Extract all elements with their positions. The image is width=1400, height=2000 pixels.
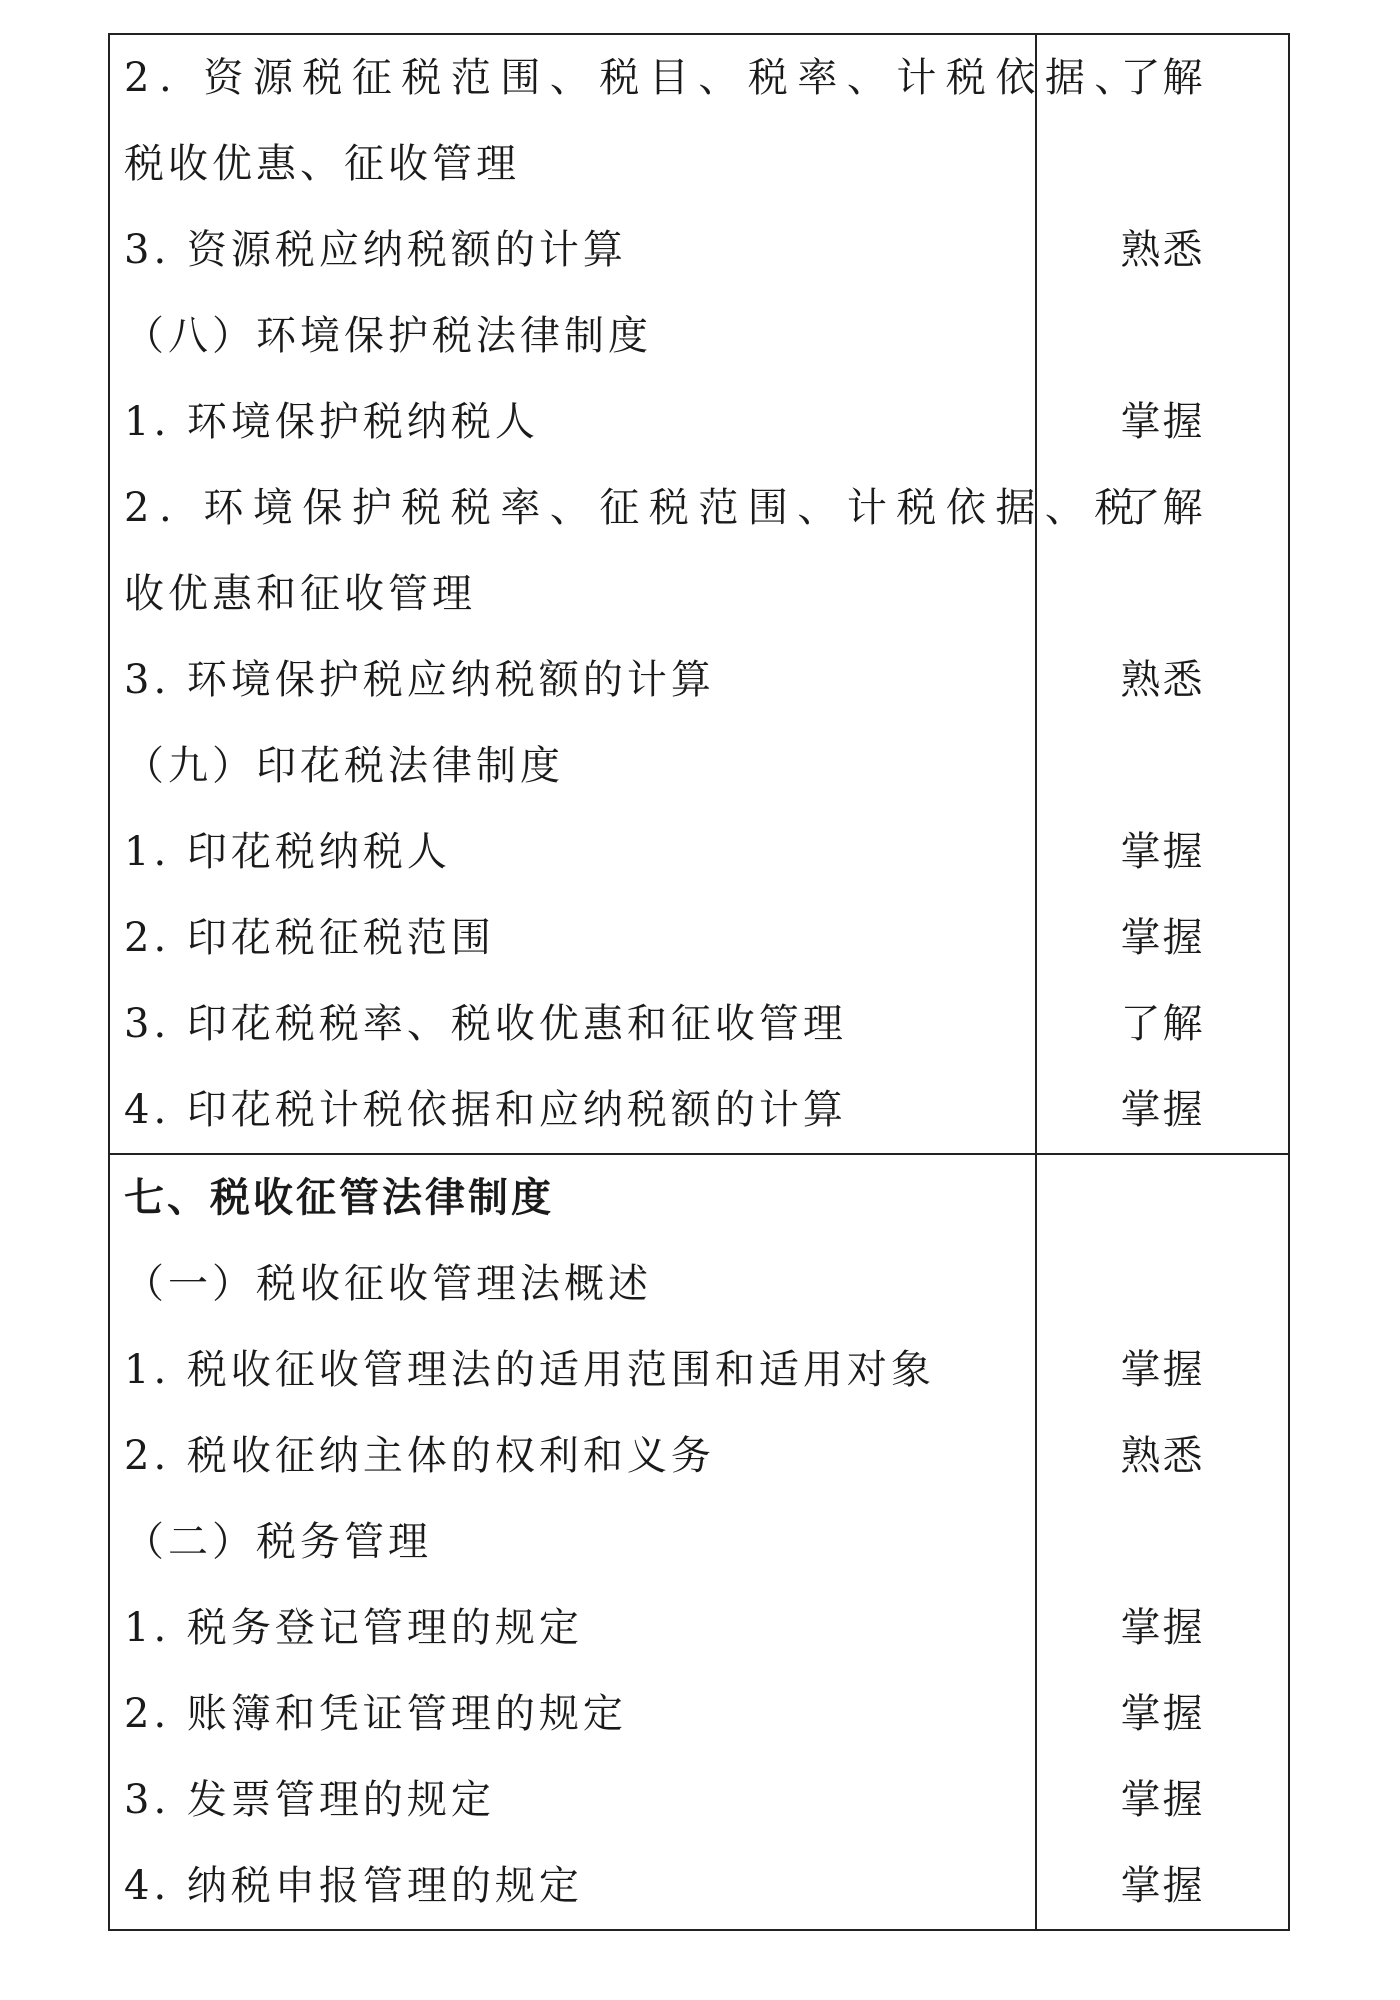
- requirement-level: [1037, 293, 1288, 379]
- section-heading: 七、税收征管法律制度: [124, 1175, 554, 1221]
- requirement-level-cell: [1036, 34, 1289, 1154]
- content-cell: [109, 34, 1144, 1154]
- requirement-level: 了解: [1120, 485, 1205, 531]
- outline-item-text: 收优惠和征收管理: [124, 571, 476, 617]
- outline-item-text: 4. 印花税计税依据和应纳税额的计算: [124, 1087, 847, 1133]
- outline-item-text: 1. 税务登记管理的规定: [124, 1605, 583, 1651]
- outline-item-text: 1. 印花税纳税人: [124, 829, 451, 875]
- requirement-level: 掌握: [1120, 1777, 1205, 1823]
- requirement-level-cell: [1036, 1154, 1289, 1930]
- requirement-level: 了解: [1120, 55, 1205, 101]
- requirement-level: 掌握: [1120, 915, 1205, 961]
- outline-table: [108, 33, 1290, 1931]
- outline-item-text: 1. 环境保护税纳税人: [124, 399, 539, 445]
- outline-item-text: 3. 资源税应纳税额的计算: [124, 227, 627, 273]
- outline-item-text: 2. 税收征纳主体的权利和义务: [124, 1433, 715, 1479]
- outline-item-text: （二）税务管理: [124, 1519, 432, 1565]
- requirement-level: [1037, 551, 1288, 637]
- requirement-level: 掌握: [1120, 1691, 1205, 1737]
- requirement-level: 熟悉: [1120, 657, 1205, 703]
- requirement-level: [1037, 723, 1288, 809]
- requirement-level: 熟悉: [1120, 1433, 1205, 1479]
- outline-item-text: （八）环境保护税法律制度: [124, 313, 652, 359]
- requirement-level: [1037, 1499, 1288, 1585]
- outline-item-text: 1. 税收征收管理法的适用范围和适用对象: [124, 1347, 935, 1393]
- requirement-level: 掌握: [1120, 1087, 1205, 1133]
- requirement-level: [1037, 1155, 1288, 1241]
- requirement-level: 掌握: [1120, 829, 1205, 875]
- section-block: [109, 1154, 1289, 1930]
- content-cell: [109, 1154, 1036, 1930]
- outline-item-text: 3. 印花税税率、税收优惠和征收管理: [124, 1001, 847, 1047]
- outline-item-text: （一）税收征收管理法概述: [124, 1261, 652, 1307]
- outline-item-text: 4. 纳税申报管理的规定: [124, 1863, 583, 1909]
- outline-item-text: 2. 账簿和凭证管理的规定: [124, 1691, 627, 1737]
- section-block: [109, 34, 1289, 1154]
- requirement-level: 掌握: [1120, 1347, 1205, 1393]
- outline-item-text: 2. 印花税征税范围: [124, 915, 495, 961]
- outline-item-text: 3. 环境保护税应纳税额的计算: [124, 657, 715, 703]
- outline-item-text: 2. 资源税征税范围、税目、税率、计税依据、: [124, 55, 1144, 101]
- outline-item-text: 2. 环境保护税税率、征税范围、计税依据、税: [124, 485, 1144, 531]
- requirement-level: [1037, 1241, 1288, 1327]
- requirement-level: 掌握: [1120, 399, 1205, 445]
- requirement-level: 掌握: [1120, 1863, 1205, 1909]
- outline-item-text: 3. 发票管理的规定: [124, 1777, 495, 1823]
- requirement-level: [1037, 121, 1288, 207]
- outline-item-text: （九）印花税法律制度: [124, 743, 564, 789]
- requirement-level: 掌握: [1120, 1605, 1205, 1651]
- requirement-level: 了解: [1120, 1001, 1205, 1047]
- requirement-level: 熟悉: [1120, 227, 1205, 273]
- outline-table-body: [109, 34, 1289, 1930]
- outline-item-text: 税收优惠、征收管理: [124, 141, 520, 187]
